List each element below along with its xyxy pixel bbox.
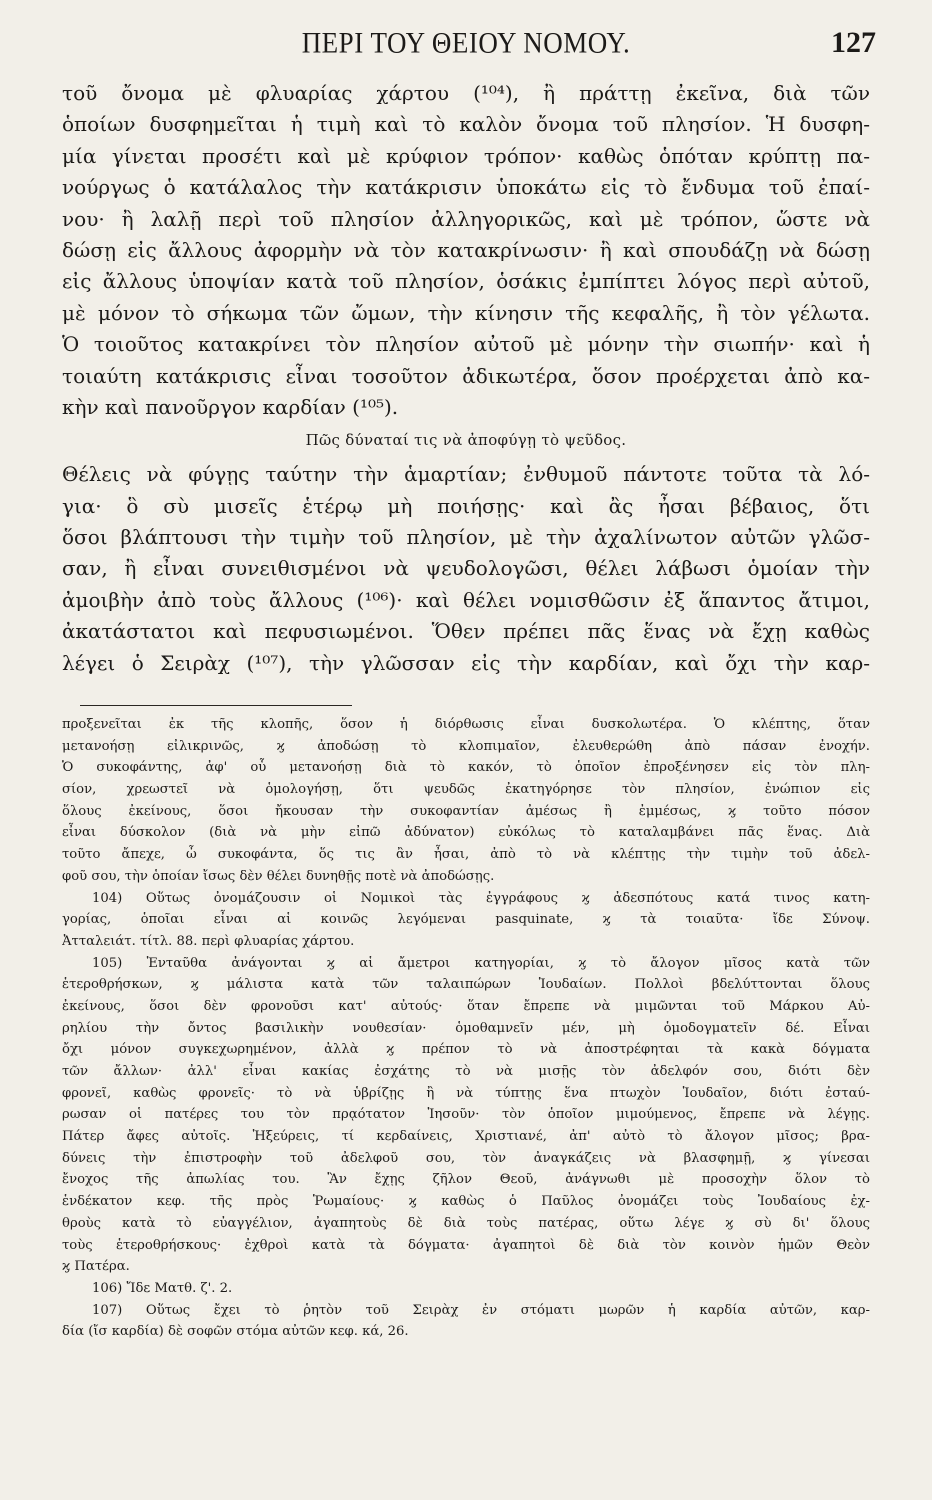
- footnote-line: προξενεῖται ἐκ τῆς κλοπῆς, ὅσον ἡ διόρθωσις εἶναι δυσκολωτέρα. Ὁ κλέπτης, ὅταν: [62, 717, 870, 733]
- footnotes: [62, 714, 870, 1343]
- footnote-line: ρηλίου τὴν ὄντος βασιλικὴν νουθεσίαν· ὁμοθαμνεῖν μέν, μὴ ὁμοδογματεῖν δέ. Εἶναι: [62, 1020, 870, 1036]
- text-line: Θέλεις νὰ φύγῃς ταύτην τὴν ἁμαρτίαν; ἐνθυμοῦ πάντοτε τοῦτα τὰ λό-: [62, 462, 870, 487]
- footnote-line: ὄχι μόνον συγκεχωρημένον, ἀλλὰ ϗ πρέπον τὸ νὰ ἀποστρέφηται τὰ κακὰ δόγματα: [62, 1042, 870, 1058]
- text-line: τοῦ ὄνομα μὲ φλυαρίας χάρτου (¹⁰⁴), ἢ πράττῃ ἐκεῖνα, διὰ τῶν: [62, 81, 870, 105]
- footnote-line: ἔνοχος τῆς ἀπωλίας του. Ἂν ἔχῃς ζῆλον Θεοῦ, ἀνάγνωθι μὲ προσοχὴν ὅλον τὸ: [62, 1172, 870, 1188]
- text-line: σαν, ἢ εἶναι συνειθισμένοι νὰ ψευδολογῶσι, θέλει λάβωσι ὁμοίαν τὴν: [62, 556, 870, 581]
- footnote-line: φρονεῖ, καθὼς φρονεῖς· τὸ νὰ ὑβρίζῃς ἢ νὰ τύπτῃς ἕνα πτωχὸν Ἰουδαῖον, διότι ἐσταύ-: [62, 1085, 870, 1101]
- footnote-line: τοῦτο ἄπεχε, ὦ συκοφάντα, ὅς τις ἂν ἦσαι, ἀπὸ τὸ νὰ κλέπτῃς τὴν τιμὴν τοῦ ἀδελ-: [62, 847, 870, 863]
- footnote-line: ὅλους ἐκείνους, ὅσοι ἤκουσαν τὴν συκοφαντίαν ἀμέσως ἢ ἐμμέσως, ϗ τοῦτο πόσον: [62, 803, 870, 819]
- footnote-106: 106) Ἴδε Ματθ. ζ'. 2.: [92, 1280, 233, 1296]
- footnote-line: Ὁ συκοφάντης, ἀφ' οὗ μετανοήσῃ διὰ τὸ κακόν, τὸ ὁποῖον ἐπροξένησεν εἰς τὸν πλη-: [62, 760, 870, 776]
- page-number: 127: [831, 26, 876, 59]
- footnote-line: τοὺς ἑτεροθρήσκους· ἐχθροὶ κατὰ τὰ δόγματα· ἀγαπητοὶ δὲ διὰ τὸν κοινὸν ἡμῶν Θεὸν: [62, 1237, 870, 1253]
- text-line: νούργως ὁ κατάλαλος τὴν κατάκρισιν ὑποκάτω εἰς τὸ ἔνδυμα τοῦ ἐπαί-: [62, 175, 870, 200]
- text-line: ἀκατάστατοι καὶ πεφυσιωμένοι. Ὅθεν πρέπει πᾶς ἕνας νὰ ἔχῃ καθὼς: [62, 619, 870, 644]
- text-line: μία γίνεται προσέτι καὶ μὲ κρύφιον τρόπον· καθὼς ὁπόταν κρύπτῃ πα-: [62, 143, 870, 168]
- footnote-line: ἑνδέκατον κεφ. τῆς πρὸς Ῥωμαίους· ϗ καθὼς ὁ Παῦλος ὀνομάζει τοὺς Ἰουδαίους ἐχ-: [62, 1194, 870, 1210]
- footnote-line: θροὺς κατὰ τὸ εὐαγγέλιον, ἀγαπητοὺς δὲ διὰ τοὺς πατέρας, οὕτω λέγε ϗ σὺ δι' ὅλους: [62, 1215, 870, 1231]
- text-line: τοιαύτη κατάκρισις εἶναι τοσοῦτον ἀδικωτέρα, ὅσον προέρχεται ἀπὸ κα-: [62, 363, 870, 388]
- main-text: [62, 78, 870, 423]
- main-text-continued: [62, 459, 870, 679]
- section-heading: Πῶς δύναταί τις νὰ ἀποφύγῃ τὸ ψεῦδος.: [305, 431, 627, 450]
- footnote-line: ἐκείνους, ὅσοι δὲν φρονοῦσι κατ' αὐτούς· ὅταν ἔπρεπε νὰ μιμῶνται τοῦ Μάρκου Αὐ-: [62, 998, 870, 1014]
- footnote-line: φοῦ σου, τὴν ὁποίαν ἴσως δὲν θέλει δυνηθῇς ποτὲ νὰ ἀποδώσῃς.: [62, 868, 495, 884]
- footnote-line: σίον, χρεωστεῖ νὰ ὁμολογήσῃ, ὅτι ψευδῶς ἐκατηγόρησε τὸν πλησίον, ἐνώπιον εἰς: [62, 782, 870, 798]
- running-title: ΠΕΡΙ ΤΟΥ ΘΕΙΟΥ ΝΟΜΟΥ.: [301, 26, 631, 60]
- text-line: για· ὃ σὺ μισεῖς ἑτέρῳ μὴ ποιήσῃς· καὶ ἂς ἦσαι βέβαιος, ὅτι: [62, 493, 870, 518]
- page-header: [62, 26, 876, 78]
- footnote-104: 104) Οὕτως ὀνομάζουσιν οἱ Νομικοὶ τὰς ἐγγράφους ϗ ἀδεσπότους κατά τινος κατη-: [92, 890, 870, 906]
- footnote-105: 105) Ἐνταῦθα ἀνάγονται ϗ αἱ ἄμετροι κατηγορίαι, ϗ τὸ ἄλογον μῖσος κατὰ τῶν: [92, 955, 870, 971]
- footnote-line: ἑτεροθρήσκων, ϗ μάλιστα κατὰ τῶν ταλαιπώρων Ἰουδαίων. Πολλοὶ βδελύττονται ὅλους: [62, 977, 870, 993]
- text-line: ὁποίων δυσφημεῖται ἡ τιμὴ καὶ τὸ καλὸν ὄνομα τοῦ πλησίον. Ἡ δυσφη-: [62, 112, 870, 137]
- text-line: δώσῃ εἰς ἄλλους ἀφορμὴν νὰ τὸν κατακρίνωσιν· ἢ καὶ σπουδάζῃ νὰ δώσῃ: [62, 237, 870, 262]
- footnote-line: ρωσαν οἱ πατέρες του τὸν πρᾳότατον Ἰησοῦν· τὸν ὁποῖον μιμούμενος, ἔπρεπε νὰ λέγῃς.: [62, 1107, 870, 1123]
- book-page: [62, 26, 876, 1343]
- footnote-rule: [80, 705, 352, 706]
- text-line: ὅσοι βλάπτουσι τὴν τιμὴν τοῦ πλησίον, μὲ τὴν ἀχαλίνωτον αὐτῶν γλῶσ-: [62, 525, 870, 550]
- footnote-line: εἶναι δύσκολον (διὰ νὰ μὴν εἰπῶ ἀδύνατον) εὐκόλως τὸ καταλαμβάνει πᾶς ἕνας. Διὰ: [62, 825, 870, 841]
- text-line: ἀμοιβὴν ἀπὸ τοὺς ἄλλους (¹⁰⁶)· καὶ θέλει νομισθῶσιν ἐξ ἅπαντος ἄτιμοι,: [62, 587, 870, 612]
- footnote-line: μετανοήσῃ εἰλικρινῶς, ϗ ἀποδώσῃ τὸ κλοπιμαῖον, ἐλευθερώθη ἀπὸ πάσαν ἐνοχήν.: [62, 738, 870, 754]
- footnote-107: 107) Οὕτως ἔχει τὸ ῥητὸν τοῦ Σειρὰχ ἐν στόματι μωρῶν ἡ καρδία αὐτῶν, καρ-: [92, 1302, 870, 1318]
- footnote-line: Πάτερ ἄφες αὐτοῖς. Ἠξεύρεις, τί κερδαίνεις, Χριστιανέ, ἀπ' αὐτὸ τὸ ἄλογον μῖσος; βρα-: [62, 1129, 870, 1145]
- footnote-line: τῶν ἄλλων· ἀλλ' εἶναι κακίας ἐσχάτης τὸ νὰ μισῇς τὸν ἀδελφόν σου, διότι δὲν: [62, 1064, 870, 1080]
- footnote-line: ϗ Πατέρα.: [62, 1259, 130, 1275]
- text-line: Ὁ τοιοῦτος κατακρίνει τὸν πλησίον αὐτοῦ μὲ μόνην τὴν σιωπήν· καὶ ἡ: [62, 332, 870, 357]
- text-line: λέγει ὁ Σειρὰχ (¹⁰⁷), τὴν γλῶσσαν εἰς τὴν καρδίαν, καὶ ὄχι τὴν καρ-: [62, 650, 870, 675]
- footnote-line: δύνεις τὴν ἐπιστροφὴν τοῦ ἀδελφοῦ σου, τὸν ἀναγκάζεις νὰ βλασφημῇ, ϗ γίνεσαι: [62, 1150, 870, 1166]
- footnote-line: δία (ἴσ καρδία) δὲ σοφῶν στόμα αὐτῶν κεφ. κά, 26.: [62, 1324, 409, 1340]
- text-line: μὲ μόνον τὸ σήκωμα τῶν ὤμων, τὴν κίνησιν τῆς κεφαλῆς, ἢ τὸν γέλωτα.: [62, 300, 870, 325]
- footnote-line: γορίας, ὁποῖαι εἶναι αἱ κοινῶς λεγόμεναι pasquinate, ϗ τὰ τοιαῦτα· ἴδε Σύνοψ.: [62, 912, 870, 928]
- text-line: εἰς ἄλλους ὑποψίαν κατὰ τοῦ πλησίον, ὁσάκις ἐμπίπτει λόγος περὶ αὐτοῦ,: [62, 269, 870, 294]
- text-line: κὴν καὶ πανοῦργον καρδίαν (¹⁰⁵).: [62, 394, 399, 419]
- text-line: νου· ἢ λαλῇ περὶ τοῦ πλησίον ἀλληγορικῶς, καὶ μὲ τρόπον, ὥστε νὰ: [62, 206, 870, 231]
- footnote-line: Ἀτταλειάτ. τίτλ. 88. περὶ φλυαρίας χάρτου.: [62, 933, 355, 949]
